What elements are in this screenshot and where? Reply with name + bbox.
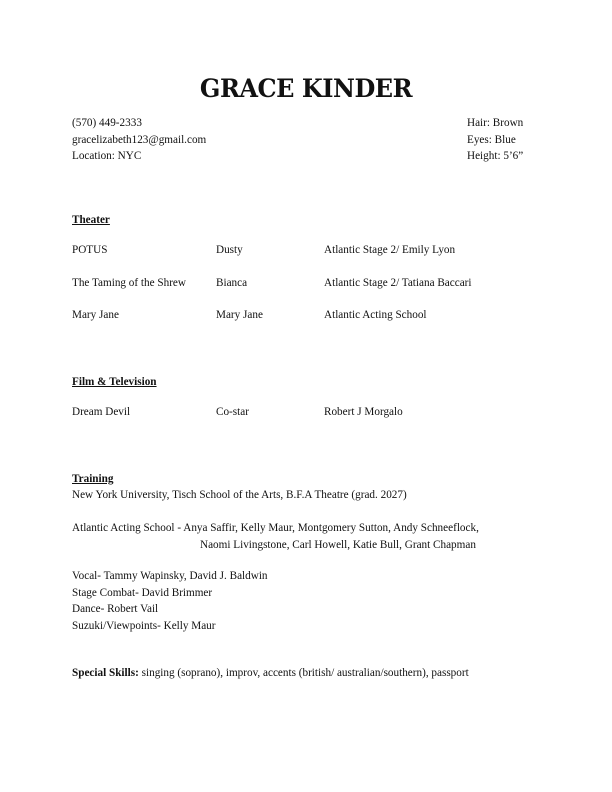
credit-role: Mary Jane <box>216 309 263 321</box>
training-atlantic <box>72 520 479 553</box>
credit-row <box>72 309 542 325</box>
training-heading: Training <box>72 473 114 485</box>
training-suzuki: Suzuki/Viewpoints- Kelly Maur <box>72 619 216 632</box>
training-nyu: New York University, Tisch School of the Arts, B.F.A Theatre (grad. 2027) <box>72 489 407 501</box>
hair: Hair: Brown <box>467 117 524 129</box>
special-skills-text: singing (soprano), improv, accents (british/ australian/southern), passport <box>138 667 469 679</box>
credit-role: Bianca <box>216 277 248 289</box>
special-skills <box>72 665 469 681</box>
credit-row <box>72 277 542 293</box>
credit-title: Dream Devil <box>72 406 131 418</box>
actor-name: GRACE KINDER <box>199 74 413 103</box>
eyes: Eyes: Blue <box>467 133 516 146</box>
credit-title: POTUS <box>72 244 108 256</box>
training-dance: Dance- Robert Vail <box>72 603 159 615</box>
height: Height: 5’6” <box>467 150 524 162</box>
film-heading: Film & Television <box>72 376 157 388</box>
phone: (570) 449-2333 <box>72 117 142 129</box>
credit-title: The Taming of the Shrew <box>72 277 186 289</box>
credit-role: Co-star <box>216 406 249 418</box>
email: gracelizabeth123@gmail.com <box>72 133 207 146</box>
credit-row <box>72 244 542 260</box>
training-other <box>72 568 268 634</box>
training-stage-combat: Stage Combat- David Brimmer <box>72 586 213 599</box>
credit-venue: Atlantic Acting School <box>324 309 427 321</box>
credit-venue: Atlantic Stage 2/ Emily Lyon <box>324 244 456 256</box>
location: Location: NYC <box>72 150 142 162</box>
physical-stats <box>467 115 523 165</box>
credit-director: Robert J Morgalo <box>324 406 403 418</box>
contact-info <box>72 115 206 165</box>
special-skills-label: Special Skills: <box>72 667 139 679</box>
training-atlantic-line: Atlantic Acting School - Anya Saffir, Kelly Maur, Montgomery Sutton, Andy Schneeflock, <box>72 522 479 534</box>
training-atlantic-line: Naomi Livingstone, Carl Howell, Katie Bull, Grant Chapman <box>200 538 476 551</box>
training-vocal: Vocal- Tammy Wapinsky, David J. Baldwin <box>72 570 268 582</box>
credit-title: Mary Jane <box>72 309 119 321</box>
credit-role: Dusty <box>216 244 243 256</box>
credit-row <box>72 406 542 422</box>
theater-heading: Theater <box>72 214 110 226</box>
credit-venue: Atlantic Stage 2/ Tatiana Baccari <box>324 277 472 289</box>
